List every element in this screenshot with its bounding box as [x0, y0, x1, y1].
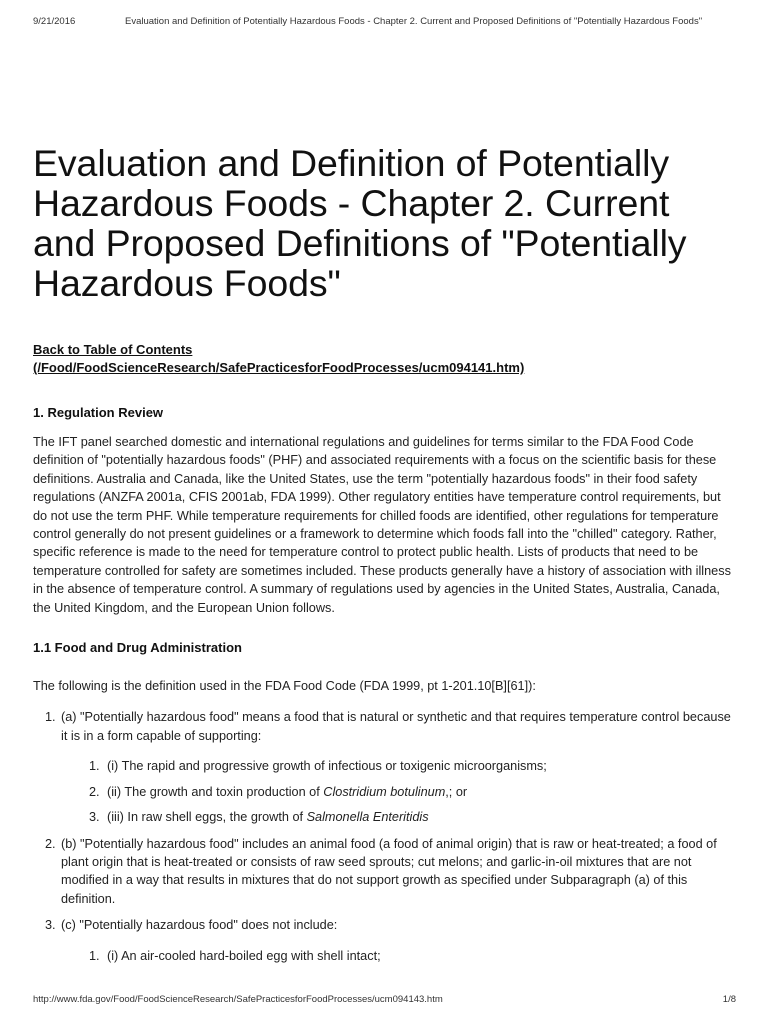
- print-header-title: Evaluation and Definition of Potentially Hazardous Foods - Chapter 2. Current and Proposed Definitions of "Potentially Hazardous Foods": [125, 16, 703, 27]
- list-number: 1.: [89, 948, 100, 963]
- sub-list-item: [61, 808, 736, 826]
- sub-list-item-text: (i) The rapid and progressive growth of infectious or toxigenic microorganisms;: [107, 759, 547, 774]
- organism-name: Salmonella Enteritidis: [306, 810, 429, 825]
- sub-list: [61, 757, 736, 826]
- back-to-toc-link[interactable]: [33, 341, 736, 377]
- list-item: [33, 708, 736, 826]
- fda-intro-paragraph: The following is the definition used in the FDA Food Code (FDA 1999, pt 1-201.10[B][61]):: [33, 679, 536, 694]
- back-to-toc-label: Back to Table of Contents: [33, 342, 193, 357]
- page-number: 1/8: [722, 994, 736, 1005]
- sub-list-item: [61, 757, 736, 775]
- list-item: [33, 835, 736, 909]
- list-number: 1.: [89, 759, 100, 774]
- list-number: 3.: [45, 918, 56, 933]
- sub-list-item-suffix: ,; or: [445, 784, 468, 799]
- article: [33, 143, 736, 973]
- section-heading-regulation-review: 1. Regulation Review: [33, 405, 164, 420]
- organism-name: Clostridium botulinum: [323, 784, 446, 799]
- list-item-text: (a) "Potentially hazardous food" means a food that is natural or synthetic and that requires temperature control because it is in a form capable of supporting:: [61, 710, 731, 743]
- print-footer: [33, 994, 736, 1005]
- back-to-toc-path: (/Food/FoodScienceResearch/SafePracticesforFoodProcesses/ucm094141.htm): [33, 360, 525, 375]
- sub-list-item-text: (ii) The growth and toxin production of: [107, 784, 324, 799]
- list-item: [33, 916, 736, 965]
- list-item-text: (c) "Potentially hazardous food" does not include:: [61, 918, 338, 933]
- list-number: 1.: [45, 710, 56, 725]
- footer-url: http://www.fda.gov/Food/FoodScienceResearch/SafePracticesforFoodProcesses/ucm094143.htm: [33, 994, 443, 1005]
- regulation-review-paragraph: The IFT panel searched domestic and international regulations and guidelines for terms similar to the FDA Food Code definition of "potentially hazardous foods" (PHF) and associated requirements with a focus on the scientific basis for these definitions. Australia and Canada, like the United States, use the term "potentially hazardous foods" in their food safety regulations (ANZFA 2001a, CFIS 2001ab, FDA 1999). Other regulatory entities have temperature control requirements, but do not use the term PHF. While temperature requirements for chilled foods are identified, other regulations for temperature control generally do not present guidelines or a framework to determine which foods fall into the "chilled" category. Rather, specific reference is made to the need for temperature control to protect public health. Lists of products that need to be temperature controlled for safety are sometimes included. These products generally have a history of association with illness in the absence of temperature control. A summary of regulations used by agencies in the United States, Australia, Canada, the United Kingdom, and the European Union follows.: [33, 435, 731, 615]
- sub-list: [61, 947, 736, 965]
- list-number: 2.: [89, 784, 100, 799]
- sub-list-item-text: (i) An air-cooled hard-boiled egg with shell intact;: [107, 948, 381, 963]
- sub-list-item-text: (iii) In raw shell eggs, the growth of: [107, 810, 307, 825]
- section-heading-fda: 1.1 Food and Drug Administration: [33, 640, 242, 656]
- list-number: 2.: [45, 836, 56, 851]
- list-number: 3.: [89, 810, 100, 825]
- definition-list: [33, 708, 736, 964]
- list-item-text: (b) "Potentially hazardous food" includes an animal food (a food of animal origin) that is raw or heat-treated; a food of plant origin that is heat-treated or consists of raw seed sprouts; cut melons; and garlic-in-oil mixtures that are not modified in a way that results in mixtures that do not support growth as specified under Subparagraph (a) of this definition.: [61, 836, 717, 906]
- sub-list-item: [61, 783, 736, 801]
- sub-list-item: [61, 947, 736, 965]
- print-date: 9/21/2016: [33, 16, 76, 27]
- page-title: Evaluation and Definition of Potentially Hazardous Foods - Chapter 2. Current and Proposed Definitions of "Potentially Hazardous Foods": [33, 142, 687, 304]
